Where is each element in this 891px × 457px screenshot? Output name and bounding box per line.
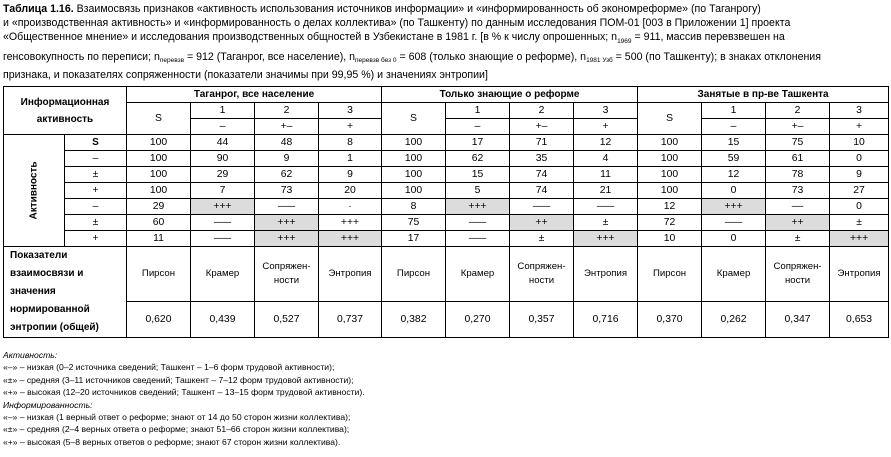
table-cell: +++ bbox=[446, 199, 510, 215]
corner-header: Информационная активность bbox=[4, 87, 127, 135]
col-sign-header: + bbox=[574, 119, 638, 135]
table-cell: 4 bbox=[574, 151, 638, 167]
table-cell: 72 bbox=[638, 215, 702, 231]
table-cell: ––– bbox=[574, 199, 638, 215]
table-cell: ––– bbox=[702, 215, 766, 231]
table-cell: 35 bbox=[510, 151, 574, 167]
table-cell: 12 bbox=[638, 199, 702, 215]
table-cell: +++ bbox=[319, 215, 382, 231]
caption-text-4d: = 500 (по Ташкенту); в знаках отклонения bbox=[612, 50, 821, 63]
caption-line-1 bbox=[3, 2, 888, 16]
table-cell: +++ bbox=[319, 231, 382, 247]
metrics-names-row bbox=[4, 247, 889, 302]
caption-line-5: признака, и показателях сопряженности (показатели значимы при 99,95 %) и значениях энтропии] bbox=[3, 68, 488, 81]
notes-activity-line: «+» – высокая (12–20 источников сведений; Ташкент – 13–15 форм трудовой активности). bbox=[3, 387, 365, 398]
table-body bbox=[4, 87, 889, 338]
table-cell: 0 bbox=[702, 183, 766, 199]
table-cell: 100 bbox=[127, 151, 191, 167]
caption-line-3 bbox=[3, 30, 888, 49]
col-num-header: 3 bbox=[574, 103, 638, 119]
table-cell: 48 bbox=[255, 135, 319, 151]
table-cell: 27 bbox=[830, 183, 889, 199]
table-cell: 9 bbox=[255, 151, 319, 167]
col-num-header: 3 bbox=[830, 103, 889, 119]
table-cell: 10 bbox=[830, 135, 889, 151]
table-cell: +++ bbox=[702, 199, 766, 215]
caption-line-4 bbox=[3, 50, 888, 68]
caption-text-4c: = 608 (только знающие о реформе), n bbox=[396, 50, 587, 63]
header-row-groups bbox=[4, 87, 889, 103]
group-header: Только знающие о реформе bbox=[382, 87, 638, 103]
table-cell: 9 bbox=[319, 167, 382, 183]
s-header: S bbox=[638, 103, 702, 135]
row-sign: – bbox=[65, 199, 127, 215]
table-cell: 62 bbox=[446, 151, 510, 167]
table-cell: 100 bbox=[382, 151, 446, 167]
table-row bbox=[4, 199, 889, 215]
metric-name: Энтропия bbox=[319, 247, 382, 302]
table-cell: 59 bbox=[702, 151, 766, 167]
table-cell: 29 bbox=[191, 167, 255, 183]
row-sign: + bbox=[65, 183, 127, 199]
table-cell: ––– bbox=[191, 215, 255, 231]
table-cell: 74 bbox=[510, 167, 574, 183]
row-sign: ± bbox=[65, 215, 127, 231]
table-cell: 100 bbox=[638, 151, 702, 167]
table-cell: 44 bbox=[191, 135, 255, 151]
table-cell: 73 bbox=[255, 183, 319, 199]
row-group-label bbox=[4, 135, 65, 247]
notes-info-line: «–» – низкая (1 верный ответ о реформе; знают от 14 до 50 сторон жизни коллектива); bbox=[3, 412, 351, 423]
notes-activity-title: Активность: bbox=[3, 350, 58, 360]
table-cell: 100 bbox=[127, 183, 191, 199]
table-cell: · bbox=[319, 199, 382, 215]
group-header: Занятые в пр-ве Ташкента bbox=[638, 87, 889, 103]
table-cell: 100 bbox=[382, 167, 446, 183]
metric-name: Крамер bbox=[191, 247, 255, 302]
table-cell: ––– bbox=[191, 231, 255, 247]
row-group-label-text: Активность bbox=[28, 161, 40, 220]
row-sign: S bbox=[65, 135, 127, 151]
metric-value: 0,262 bbox=[702, 302, 766, 338]
table-cell: 90 bbox=[191, 151, 255, 167]
metric-value: 0,620 bbox=[127, 302, 191, 338]
table-cell: 0 bbox=[702, 231, 766, 247]
table-row bbox=[4, 135, 889, 151]
table-cell: +++ bbox=[191, 199, 255, 215]
col-sign-header: – bbox=[702, 119, 766, 135]
table-cell: 15 bbox=[702, 135, 766, 151]
table-row bbox=[4, 215, 889, 231]
table-cell: 1 bbox=[319, 151, 382, 167]
table-cell: 75 bbox=[382, 215, 446, 231]
col-sign-header: +– bbox=[255, 119, 319, 135]
table-cell: 100 bbox=[127, 167, 191, 183]
caption-sub-1969: 1969 bbox=[617, 38, 632, 46]
caption-text-3b: = 911, массив перевзвешен на bbox=[631, 31, 785, 44]
row-sign: – bbox=[65, 151, 127, 167]
table-cell: 100 bbox=[638, 167, 702, 183]
notes-activity-line: «±» – средняя (3–11 источников сведений; Ташкент – 7–12 форм трудовой активности); bbox=[3, 374, 354, 385]
metric-name: Крамер bbox=[446, 247, 510, 302]
table-cell: 0 bbox=[830, 151, 889, 167]
table-row bbox=[4, 183, 889, 199]
caption-title: Таблица 1.16. bbox=[3, 3, 74, 15]
table-row bbox=[4, 231, 889, 247]
table-cell: ––– bbox=[255, 199, 319, 215]
metric-value: 0,439 bbox=[191, 302, 255, 338]
metric-value: 0,347 bbox=[766, 302, 830, 338]
col-sign-header: + bbox=[830, 119, 889, 135]
metric-name: Сопряжен-ности bbox=[766, 247, 830, 302]
col-sign-header: – bbox=[446, 119, 510, 135]
table-cell: ± bbox=[830, 215, 889, 231]
metric-value: 0,370 bbox=[638, 302, 702, 338]
header-row-nums bbox=[4, 103, 889, 119]
col-num-header: 2 bbox=[255, 103, 319, 119]
table-cell: 21 bbox=[574, 183, 638, 199]
table-cell: 60 bbox=[127, 215, 191, 231]
metric-value: 0,270 bbox=[446, 302, 510, 338]
metric-value: 0,653 bbox=[830, 302, 889, 338]
table-cell: 62 bbox=[255, 167, 319, 183]
table-cell: 100 bbox=[382, 135, 446, 151]
table-cell: 74 bbox=[510, 183, 574, 199]
table-cell: 20 bbox=[319, 183, 382, 199]
table-cell: ––– bbox=[446, 215, 510, 231]
col-sign-header: – bbox=[191, 119, 255, 135]
table-cell: 78 bbox=[766, 167, 830, 183]
col-num-header: 2 bbox=[766, 103, 830, 119]
table-cell: 73 bbox=[766, 183, 830, 199]
group-header: Таганрог, все население bbox=[127, 87, 382, 103]
caption-text-4a: генсовокупность по переписи; n bbox=[3, 50, 160, 63]
table-cell: +++ bbox=[574, 231, 638, 247]
metric-value: 0,357 bbox=[510, 302, 574, 338]
row-sign: + bbox=[65, 231, 127, 247]
table-cell: 17 bbox=[446, 135, 510, 151]
table-cell: ± bbox=[766, 231, 830, 247]
table-cell: 75 bbox=[766, 135, 830, 151]
metrics-values-row bbox=[4, 302, 889, 338]
notes bbox=[3, 349, 888, 448]
table-row bbox=[4, 167, 889, 183]
table-cell: 5 bbox=[446, 183, 510, 199]
caption-line-2: и «производственная активность» и «информированность о делах коллектива» (по Ташкенту) по данным исследования ПОМ-01 [003 в Приложении 1] проекта bbox=[3, 17, 791, 30]
caption-sub-1: перевзв bbox=[159, 56, 185, 64]
table-cell: –– bbox=[766, 199, 830, 215]
table-cell: 15 bbox=[446, 167, 510, 183]
metric-value: 0,527 bbox=[255, 302, 319, 338]
caption-text-3a: «Общественное мнение» и исследования производственных общностей в Узбекистане в 1981 г. [в % к числу опрошенных; n bbox=[3, 31, 618, 44]
table-cell: ––– bbox=[446, 231, 510, 247]
table-cell: 100 bbox=[127, 135, 191, 151]
s-header: S bbox=[127, 103, 191, 135]
table-cell: 71 bbox=[510, 135, 574, 151]
notes-info-line: «±» – средняя (2–4 верных ответа о реформе; знают 51–66 сторон жизни коллектива); bbox=[3, 424, 350, 435]
metric-name: Пирсон bbox=[127, 247, 191, 302]
table-cell: 17 bbox=[382, 231, 446, 247]
table-cell: ––– bbox=[510, 199, 574, 215]
table-cell: +++ bbox=[255, 231, 319, 247]
table-cell: 100 bbox=[638, 135, 702, 151]
table-cell: 100 bbox=[638, 183, 702, 199]
table-cell: 9 bbox=[830, 167, 889, 183]
table-caption bbox=[3, 2, 888, 82]
col-num-header: 1 bbox=[702, 103, 766, 119]
table-cell: ± bbox=[574, 215, 638, 231]
metric-name: Пирсон bbox=[382, 247, 446, 302]
table-cell: 8 bbox=[382, 199, 446, 215]
metric-name: Энтропия bbox=[830, 247, 889, 302]
caption-text-4b: = 912 (Таганрог, все население), n bbox=[184, 50, 356, 63]
table-cell: 100 bbox=[382, 183, 446, 199]
col-sign-header: +– bbox=[510, 119, 574, 135]
table-cell: +++ bbox=[830, 231, 889, 247]
metrics-label: Показатели взаимосвязи и значения нормированной энтропии (общей) bbox=[4, 247, 127, 338]
metric-value: 0,382 bbox=[382, 302, 446, 338]
table-cell: ++ bbox=[766, 215, 830, 231]
notes-info-line: «+» – высокая (5–8 верных ответов о реформе; знают 67 сторон жизни коллектива). bbox=[3, 436, 341, 447]
caption-sub-2: перевзв без 0 bbox=[355, 56, 397, 64]
s-header: S bbox=[382, 103, 446, 135]
table-cell: 29 bbox=[127, 199, 191, 215]
metric-name: Сопряжен-ности bbox=[510, 247, 574, 302]
table-cell: +++ bbox=[255, 215, 319, 231]
table-cell: ++ bbox=[510, 215, 574, 231]
metric-name: Пирсон bbox=[638, 247, 702, 302]
table-cell: 0 bbox=[830, 199, 889, 215]
metric-name: Крамер bbox=[702, 247, 766, 302]
table-cell: ± bbox=[510, 231, 574, 247]
metric-value: 0,716 bbox=[574, 302, 638, 338]
table-cell: 12 bbox=[702, 167, 766, 183]
caption-sub-3: 1981 Узб bbox=[586, 56, 613, 64]
table-cell: 8 bbox=[319, 135, 382, 151]
col-num-header: 1 bbox=[446, 103, 510, 119]
metric-name: Энтропия bbox=[574, 247, 638, 302]
table-cell: 7 bbox=[191, 183, 255, 199]
col-sign-header: +– bbox=[766, 119, 830, 135]
table-cell: 11 bbox=[127, 231, 191, 247]
caption-text-1: Взаимосвязь признаков «активность использования источников информации» и «информированность об экономреформе» (по Таганрогу) bbox=[73, 3, 761, 15]
metric-value: 0,737 bbox=[319, 302, 382, 338]
table-cell: 61 bbox=[766, 151, 830, 167]
table-cell: 11 bbox=[574, 167, 638, 183]
col-num-header: 3 bbox=[319, 103, 382, 119]
table-cell: 12 bbox=[574, 135, 638, 151]
notes-activity-line: «–» – низкая (0–2 источника сведений; Ташкент – 1–6 форм трудовой активности); bbox=[3, 362, 335, 373]
notes-info-title: Информированность: bbox=[3, 399, 93, 410]
table-row bbox=[4, 151, 889, 167]
row-sign: ± bbox=[65, 167, 127, 183]
col-sign-header: + bbox=[319, 119, 382, 135]
data-table bbox=[3, 86, 889, 338]
col-num-header: 2 bbox=[510, 103, 574, 119]
table-cell: 10 bbox=[638, 231, 702, 247]
col-num-header: 1 bbox=[191, 103, 255, 119]
metric-name: Сопряжен-ности bbox=[255, 247, 319, 302]
